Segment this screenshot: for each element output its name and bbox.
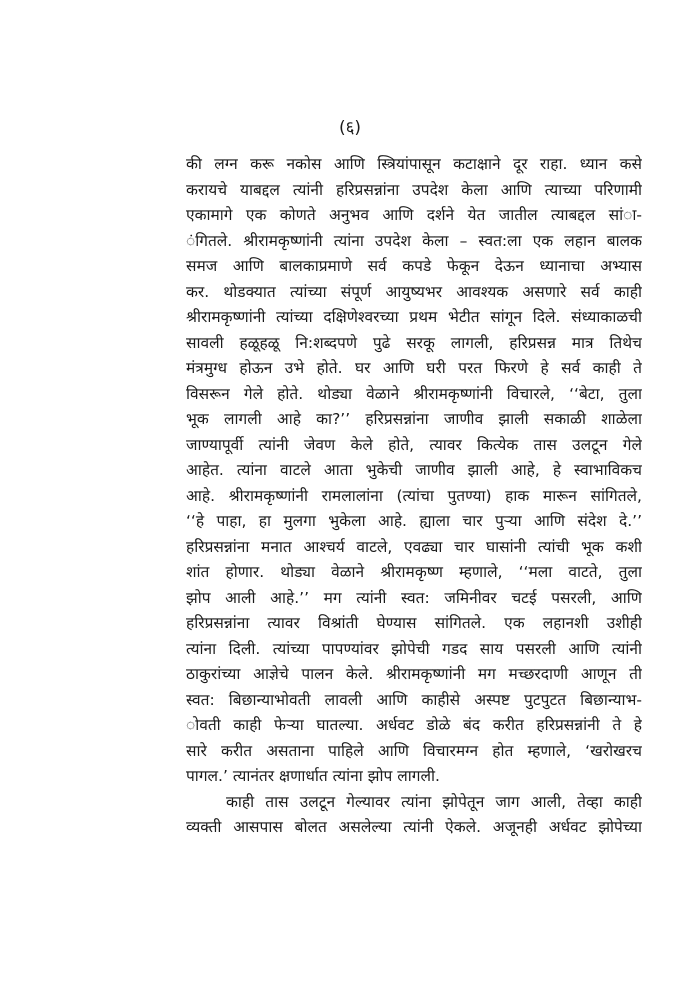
line: भूक लागली आहे का?’’ हरिप्रसन्नांना जाणीव झाली सकाळी शाळेला [186,410,642,428]
paragraph-2 [186,790,642,841]
line: काही तास उलटून गेल्यावर त्यांना झोपेतून जाग आली, तेव्हा काही [226,792,642,811]
line: हरिप्रसन्नांना त्यावर विश्रांती घेण्यास सांगितले. एक लहानशी उशीही [186,614,642,632]
line: विसरून गेले होते. थोड्या वेळाने श्रीरामकृष्णांनी विचारले, ‘‘बेटा, तुला [186,384,642,403]
line: स्वत: बिछान्याभोवती लावली आणि काहीसे अस्पष्ट पुटपुटत बिछान्याभ- [186,690,642,709]
line: एकामागे एक कोणते अनुभव आणि दर्शने येत जातील त्याबद्दल सांा- [186,206,642,224]
line: समज आणि बालकाप्रमाणे सर्व कपडे फेकून देऊन ध्यानाचा अभ्यास [186,257,642,275]
line: पागल.’ त्यानंतर क्षणार्धात त्यांना झोप लागली. [186,767,440,785]
line: झोप आली आहे.’’ मग त्यांनी स्वत: जमिनीवर चटई पसरली, आणि [186,588,642,607]
line: हरिप्रसन्नांना मनात आश्चर्य वाटले, एवढ्या चार घासांनी त्यांची भूक कशी [186,537,642,556]
page-number: (६) [338,118,362,138]
line: आहे. श्रीरामकृष्णांनी रामलालांना (त्यांचा पुतण्या) हाक मारून सांगितले, [186,486,642,505]
line: ठाकुरांच्या आज्ञेचे पालन केले. श्रीरामकृष्णांनी मग मच्छरदाणी आणून ती [186,665,642,683]
line: व्यक्ती आसपास बोलत असलेल्या त्यांनी ऐकले. अजूनही अर्धवट झोपेच्या [186,818,642,836]
line: ोवती काही फेऱ्या घातल्या. अर्धवट डोळे बंद करीत हरिप्रसन्नांनी ते हे [186,716,642,734]
line: कर. थोडक्यात त्यांच्या संपूर्ण आयुष्यभर आवश्यक असणारे सर्व काही [186,282,642,301]
line: जाण्यापूर्वी त्यांनी जेवण केले होते, त्यावर कित्येक तास उलटून गेले [186,435,642,454]
line: श्रीरामकृष्णांनी त्यांच्या दक्षिणेश्वरच्या प्रथम भेटीत सांगून दिले. संध्याकाळची [186,308,642,326]
line: आहेत. त्यांना वाटले आता भुकेची जाणीव झाली आहे, हे स्वाभाविकच [186,461,642,479]
paragraph-1 [186,152,642,790]
line: शांत होणार. थोड्या वेळाने श्रीरामकृष्ण म्हणाले, ‘‘मला वाटते, तुला [186,563,642,581]
line: सारे करीत असताना पाहिले आणि विचारमग्न होत म्हणाले, ‘खरोखरच [186,741,642,760]
line: सावली हळूहळू नि:शब्दपणे पुढे सरकू लागली, हरिप्रसन्न मात्र तिथेच [186,333,642,352]
line: त्यांना दिली. त्यांच्या पापण्यांवर झोपेची गडद साय पसरली आणि त्यांनी [186,639,642,658]
line: ‘‘हे पाहा, हा मुलगा भुकेला आहे. ह्याला चार पुऱ्या आणि संदेश दे.’’ [186,512,642,530]
line: मंत्रमुग्ध होऊन उभे होते. घर आणि घरी परत फिरणे हे सर्व काही ते [186,359,642,377]
line: ंगितले. श्रीरामकृष्णांनी त्यांना उपदेश केला – स्वत:ला एक लहान बालक [186,231,642,250]
text-block [186,152,642,841]
line: की लग्न करू नकोस आणि स्त्रियांपासून कटाक्षाने दूर राहा. ध्यान कसे [186,155,642,173]
line: करायचे याबद्दल त्यांनी हरिप्रसन्नांना उपदेश केला आणि त्याच्या परिणामी [186,180,642,199]
